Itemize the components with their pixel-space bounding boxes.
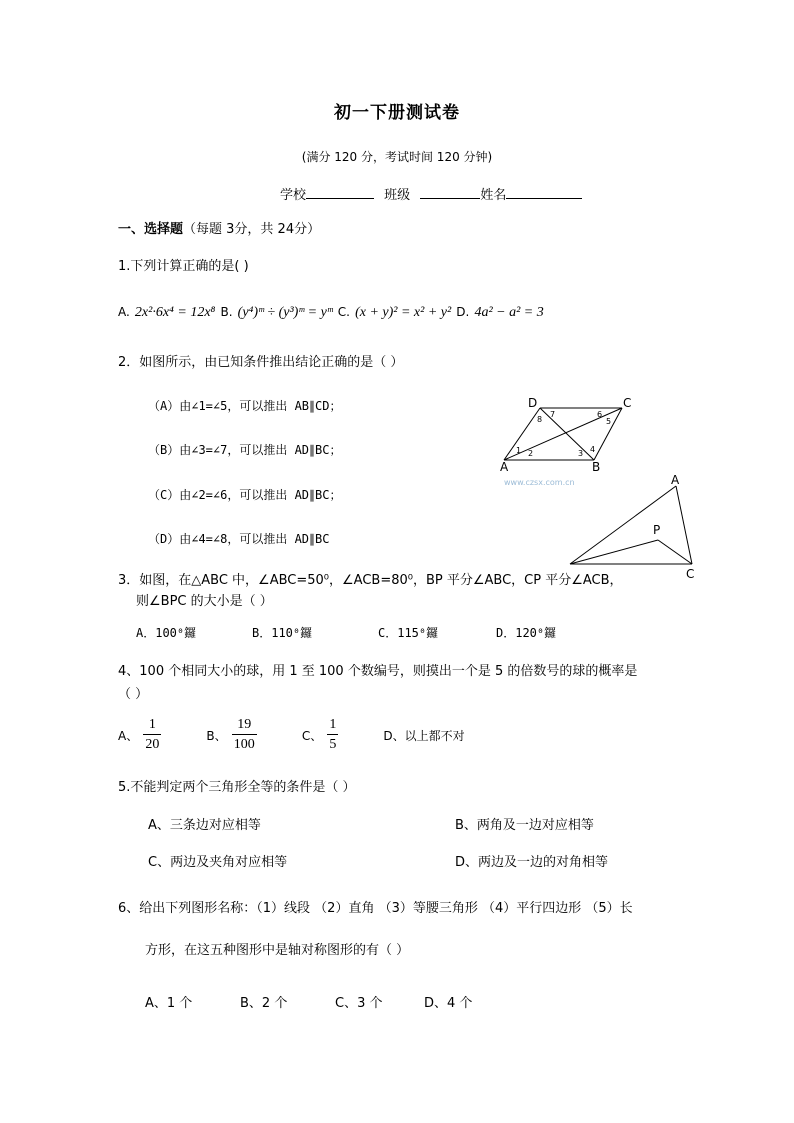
q1-d-label: D. (456, 305, 470, 319)
q2-stem: 2．如图所示，由已知条件推出结论正确的是（ ） (118, 355, 404, 370)
q1-stem: 1.下列计算正确的是( ) (118, 259, 249, 274)
angle-7: 7 (550, 410, 556, 419)
q4-a-denominator: 20 (145, 737, 160, 752)
q4-c-numerator: 1 (327, 716, 338, 735)
q2-option-c: （C）由∠2=∠6，可以推出 AD∥BC； (148, 488, 342, 502)
q1-c-label: C. (337, 305, 350, 319)
q3-option-d: D．120⁰鑼 (496, 626, 557, 640)
triangle-abc-figure (566, 470, 700, 582)
q4-a-fraction (143, 716, 161, 755)
q4-b-fraction (232, 716, 257, 755)
q1-c-expr: (x + y)² = x² + y² (355, 305, 452, 320)
q3-line1: 3．如图，在△ABC 中，∠ABC=50⁰，∠ACB=80⁰，BP 平分∠ABC，CP 平分∠ACB， (118, 573, 623, 588)
q4-a-numerator: 1 (143, 716, 161, 735)
q1-a-expr: 2x²·6x⁴ = 12x⁸ (134, 305, 216, 320)
label-A: A (500, 460, 509, 474)
angle-3: 3 (578, 449, 584, 458)
page-title: 初一下册测试卷 (334, 103, 460, 123)
q2-option-a: （A）由∠1=∠5，可以推出 AB∥CD； (148, 399, 342, 413)
school-blank[interactable] (306, 185, 374, 199)
q4-b-denominator: 100 (233, 737, 255, 752)
angle-6: 6 (597, 410, 603, 419)
q3-option-a: A．100⁰鑼 (136, 626, 197, 640)
q1-a-label: A. (118, 305, 130, 319)
q4-b-label: B、 (206, 729, 227, 743)
q6-line1: 6、给出下列图形名称：（1）线段 （2）直角 （3）等腰三角形 （4）平行四边形 （5）长 (118, 901, 633, 916)
name-label: 姓名 (480, 188, 507, 203)
q5-option-b: B、两角及一边对应相等 (455, 818, 594, 833)
angle-1: 1 (516, 446, 522, 455)
q6-option-d: D、4 个 (424, 996, 473, 1011)
q6-option-c: C、3 个 (335, 996, 383, 1011)
q4-options (118, 716, 465, 755)
q1-b-expr: (y⁴)ᵐ ÷ (y³)ᵐ = yᵐ (237, 305, 333, 320)
q5-option-d: D、两边及一边的对角相等 (455, 855, 609, 870)
section-note: （每题 3分，共 24分） (183, 222, 321, 237)
student-info-line (280, 184, 582, 203)
label-A: A (671, 473, 680, 487)
name-blank[interactable] (506, 185, 582, 199)
q5-option-a: A、三条边对应相等 (148, 818, 261, 833)
q4-line1: 4、100 个相同大小的球，用 1 至 100 个数编号，则摸出一个是 5 的倍数号的球的概率是 (118, 664, 638, 679)
label-D: D (528, 396, 538, 410)
q3-line2: 则∠BPC 的大小是（ ） (136, 594, 273, 609)
q1-options (118, 301, 544, 321)
diagonal-db (540, 408, 594, 460)
segment-ac (676, 486, 692, 564)
angle-8: 8 (537, 415, 543, 424)
q3-option-b: B．110⁰鑼 (252, 626, 313, 640)
angle-4: 4 (590, 445, 596, 454)
q4-b-numerator: 19 (232, 716, 257, 735)
q2-option-d: （D）由∠4=∠8，可以推出 AD∥BC (148, 532, 330, 546)
q6-line2: 方形，在这五种图形中是轴对称图形的有（ ） (145, 943, 410, 958)
section-heading (118, 218, 320, 237)
label-P: P (653, 523, 661, 537)
angle-5: 5 (606, 417, 612, 426)
figure-watermark: www.czsx.com.cn (504, 478, 575, 487)
q6-option-a: A、1 个 (145, 996, 193, 1011)
q5-stem: 5.不能判定两个三角形全等的条件是（ ） (118, 780, 356, 795)
q4-c-fraction (327, 716, 338, 755)
section-title: 一、选择题 (118, 222, 184, 237)
q1-b-label: B. (220, 305, 233, 319)
q4-d-text: D、以上都不对 (383, 729, 465, 743)
q6-option-b: B、2 个 (240, 996, 288, 1011)
exam-subtitle: (满分 120 分，考试时间 120 分钟) (301, 150, 493, 164)
class-blank[interactable] (420, 185, 480, 199)
q3-option-c: C．115⁰鑼 (378, 626, 439, 640)
q4-line2: （ ） (118, 687, 149, 702)
q4-c-label: C、 (301, 729, 323, 743)
school-label: 学校 (280, 188, 307, 203)
class-label: 班级 (384, 188, 411, 203)
segment-bp (570, 540, 658, 564)
label-B: B (592, 460, 601, 474)
segment-pc (658, 540, 692, 564)
angle-2: 2 (528, 449, 534, 458)
q4-c-denominator: 5 (329, 737, 337, 752)
label-C: C (686, 567, 695, 581)
q5-option-c: C、两边及夹角对应相等 (148, 855, 288, 870)
q4-a-label: A、 (118, 729, 139, 743)
label-C: C (623, 396, 632, 410)
q2-option-b: （B）由∠3=∠7，可以推出 AD∥BC； (148, 443, 342, 457)
q1-d-expr: 4a² − a² = 3 (474, 305, 544, 320)
